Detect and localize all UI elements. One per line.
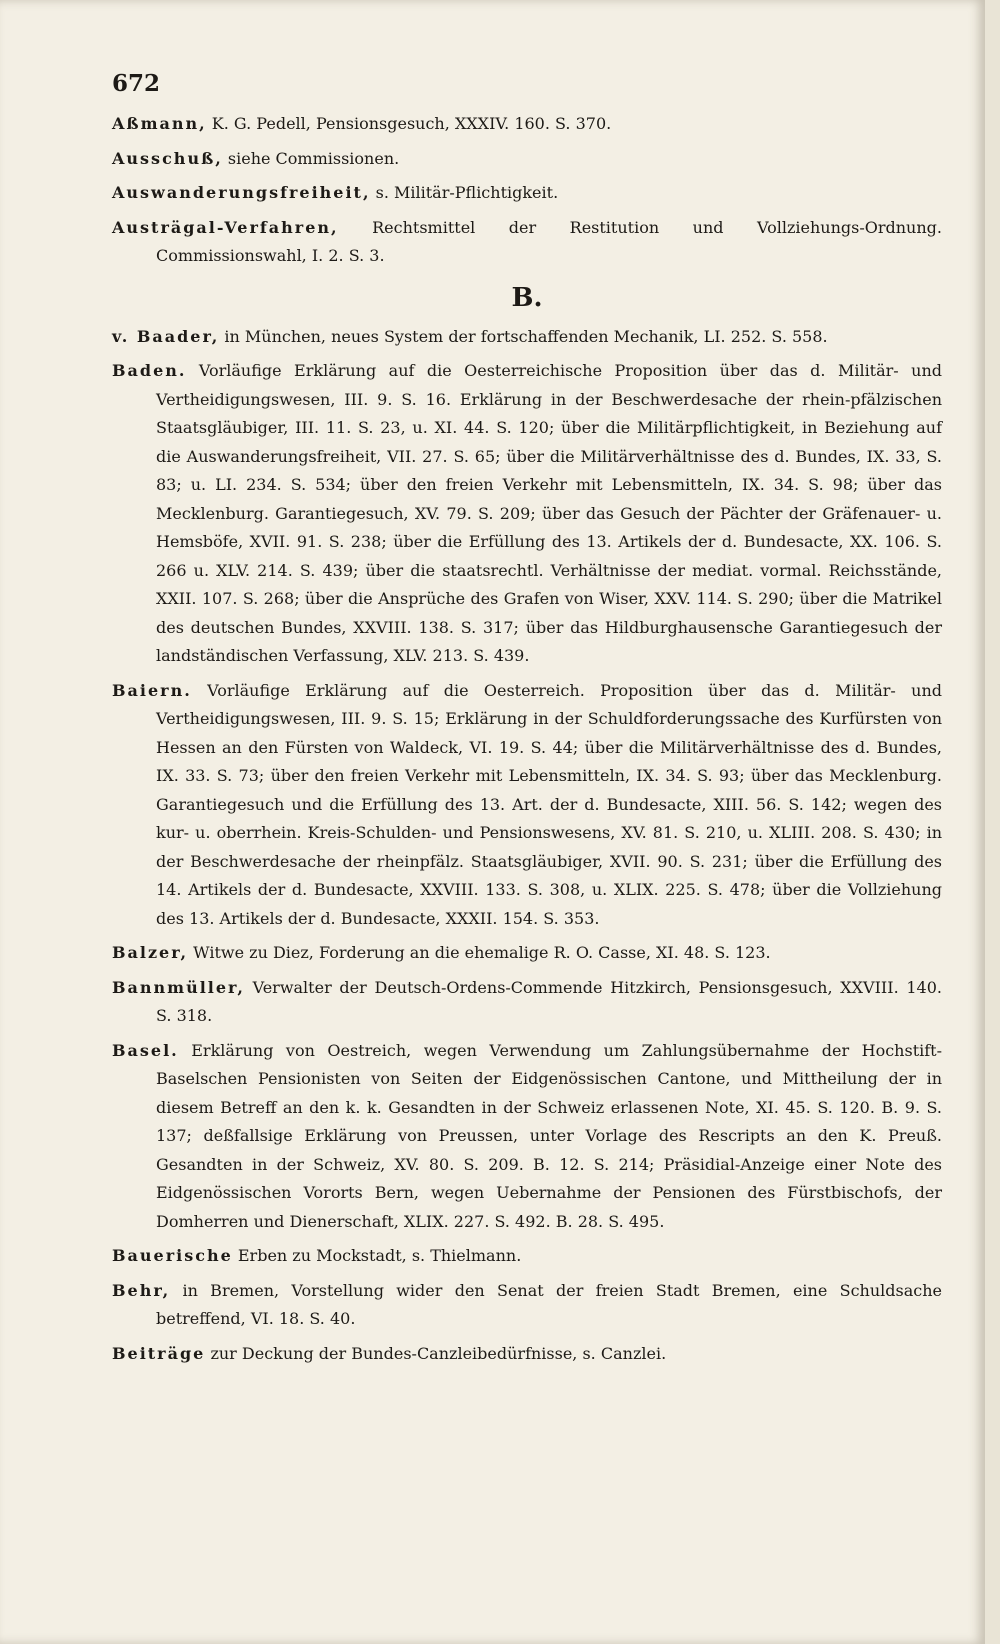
section-letter: B. <box>511 282 543 313</box>
entry-term: Baden. <box>112 361 187 380</box>
entry-text: s. Militär-Pflichtigkeit. <box>375 183 559 202</box>
entry-text: Vorläufige Erklärung auf die Oesterreichische Proposition über das d. Militär- und Vertheidigungswesen, III. 9. S. 16. Erklärung in der Beschwerdesache der rhein-pfälzischen Staatsgläubiger, III. 11. S. 23, u. XI. 44. S. 120; über die Militärpflichtigkeit, in Beziehung auf die Auswanderungsfreiheit, VII. 27. S. 65; über die Militärverhältnisse des d. Bundes, IX. 33, S. 83; u. LI. 234. S. 534; über den freien Verkehr mit Lebensmitteln, IX. 34. S. 98; über das Mecklenburg. Garantiegesuch, XV. 79. S. 209; über das Gesuch der Pächter der Gräfenauer- u. Hemsböfe, XVII. 91. S. 238; über die Erfüllung des 13. Artikels der d. Bundesacte, XX. 106. S. 266 u. XLV. 214. S. 439; über die staatsrechtl. Verhältnisse der mediat. vormal. Reichsstände, XXII. 107. S. 268; über die Ansprüche des Grafen von Wiser, XXV. 114. S. 290; über die Matrikel des deutschen Bundes, XXVIII. 138. S. 317; über das Hildburghausensche Garantiegesuch der landständischen Verfassung, XLV. 213. S. 439. <box>156 361 942 665</box>
entries-b <box>112 323 942 1369</box>
entries-a <box>112 110 942 271</box>
entry-term: Aßmann, <box>112 114 207 133</box>
entry-term: Austrägal-Verfahren, <box>112 217 339 237</box>
index-entry <box>112 145 942 174</box>
entry-term: Bannmüller, <box>112 977 245 997</box>
entry-text: Verwalter der Deutsch-Ordens-Commende Hitzkirch, Pensionsgesuch, XXVIII. 140. S. 318. <box>156 977 942 1025</box>
entry-term: Basel. <box>112 1040 179 1060</box>
entry-term: Behr, <box>112 1280 171 1300</box>
index-entry <box>112 974 942 1031</box>
entry-term: v. Baader, <box>112 326 220 346</box>
entry-text: Erklärung von Oestreich, wegen Verwendung um Zahlungsübernahme der Hochstift-Baselschen Pensionisten von Seiten der Eidgenössischen Cantone, und Mittheilung der in diesem Betreff an den k. k. Gesandten in der Schweiz erlassenen Note, XI. 45. S. 120. B. 9. S. 137; deßfallsige Erklärung von Preussen, unter Vorlage des Rescripts an den K. Preuß. Gesandten in der Schweiz, XV. 80. S. 209. B. 12. S. 214; Präsidial-Anzeige einer Note des Eidgenössischen Vororts Bern, wegen Uebernahme der Pensionen des Fürstbischofs, der Domherren und Dienerschaft, XLIX. 227. S. 492. B. 28. S. 495. <box>156 1040 942 1231</box>
entry-term: Baiern. <box>112 680 192 700</box>
entry-text: in Bremen, Vorstellung wider den Senat der freien Stadt Bremen, eine Schuldsache betreffend, VI. 18. S. 40. <box>156 1280 942 1328</box>
index-entry <box>112 1340 942 1369</box>
entry-text: siehe Commissionen. <box>227 148 400 168</box>
index-entry <box>112 179 942 208</box>
index-entry <box>112 677 942 934</box>
entry-term: Bauerische <box>112 1246 233 1265</box>
index-entry <box>112 214 942 271</box>
entry-text: Erben zu Mockstadt, s. Thielmann. <box>237 1246 522 1265</box>
entry-text: zur Deckung der Bundes-Canzleibedürfnisse, s. Canzlei. <box>210 1343 667 1363</box>
entry-text: Vorläufige Erklärung auf die Oesterreich. Proposition über das d. Militär- und Vertheidigungswesen, III. 9. S. 15; Erklärung in der Schuldforderungssache des Kurfürsten von Hessen an den Fürsten von Waldeck, VI. 19. S. 44; über die Militärverhältnisse des d. Bundes, IX. 33. S. 73; über den freien Verkehr mit Lebensmitteln, IX. 34. S. 93; über das Mecklenburg. Garantiegesuch und die Erfüllung des 13. Art. der d. Bundesacte, XIII. 56. S. 142; wegen des kur- u. oberrhein. Kreis-Schulden- und Pensionswesens, XV. 81. S. 210, u. XLIII. 208. S. 430; in der Beschwerdesache der rheinpfälz. Staatsgläubiger, XVII. 90. S. 231; über die Erfüllung des 14. Artikels der d. Bundesacte, XXVIII. 133. S. 308, u. XLIX. 225. S. 478; über die Vollziehung des 13. Artikels der d. Bundesacte, XXXII. 154. S. 353. <box>156 680 942 928</box>
entry-term: Beiträge <box>112 1343 206 1363</box>
entry-text: in München, neues System der fortschaffenden Mechanik, LI. 252. S. 558. <box>224 326 828 346</box>
page-edge <box>985 0 1000 1644</box>
entry-text: Rechtsmittel der Restitution und Vollziehungs-Ordnung. Commissionswahl, I. 2. S. 3. <box>156 217 942 265</box>
index-entry <box>112 110 942 139</box>
entry-term: Ausschuß, <box>112 148 223 168</box>
index-entry <box>112 1242 942 1271</box>
entry-text: Witwe zu Diez, Forderung an die ehemalige R. O. Casse, XI. 48. S. 123. <box>193 943 771 962</box>
entry-term: Balzer, <box>112 943 189 962</box>
index-entry <box>112 939 942 968</box>
index-entry <box>112 357 942 671</box>
index-entry <box>112 1277 942 1334</box>
page-number: 672 <box>112 70 161 97</box>
index-content <box>112 110 942 1374</box>
index-entry <box>112 1037 942 1237</box>
entry-text: K. G. Pedell, Pensionsgesuch, XXXIV. 160. S. 370. <box>211 114 612 133</box>
entry-term: Auswanderungsfreiheit, <box>112 183 371 202</box>
index-entry <box>112 323 942 352</box>
